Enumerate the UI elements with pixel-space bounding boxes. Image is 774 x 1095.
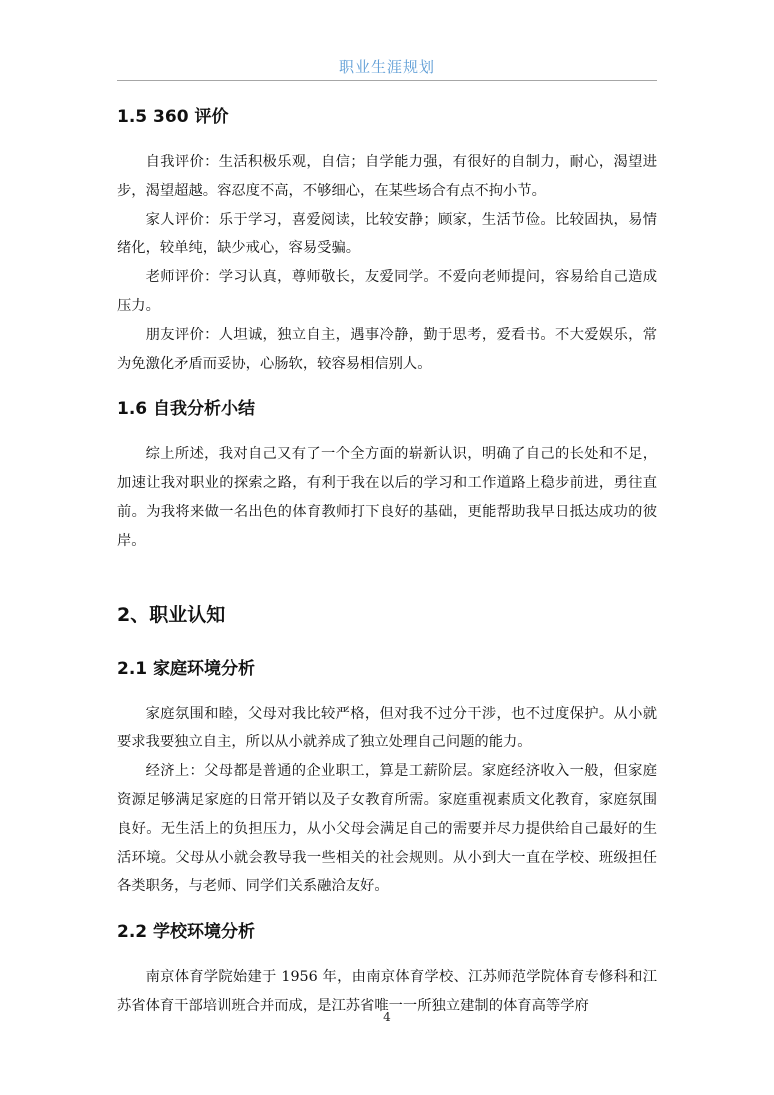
page-body [117,100,657,1021]
section-heading-2-1: 2.1 家庭环境分析 [117,658,256,679]
paragraph-self-evaluation: 自我评价：生活积极乐观，自信；自学能力强，有很好的自制力，耐心，渴望进步，渴望超越。容忍度不高，不够细心，在某些场合有点不拘小节。 [117,154,657,199]
paragraph-family-evaluation: 家人评价：乐于学习，喜爱阅读，比较安静；顾家，生活节俭。比较固执，易情绪化，较单纯，缺少戒心，容易受骗。 [117,211,657,257]
page-number: 4 [383,1010,391,1024]
paragraph-teacher-evaluation: 老师评价：学习认真，尊师敬长，友爱同学。不爱向老师提问，容易给自己造成压力。 [117,269,657,314]
section-heading-1-5: 1.5 360 评价 [117,107,229,127]
paragraph-friend-evaluation: 朋友评价：人坦诚，独立自主，遇事冷静，勤于思考，爱看书。不大爱娱乐，常为免激化矛盾而妥协，心肠软，较容易相信别人。 [117,326,657,372]
paragraph-family-economy: 经济上：父母都是普通的企业职工，算是工薪阶层。家庭经济收入一般，但家庭资源足够满足家庭的日常开销以及子女教育所需。家庭重视素质文化教育，家庭氛围良好。无生活上的负担压力，从小父母会满足自己的需要并尽力提供给自己最好的生活环境。父母从小就会教导我一些相关的社会规则。从小到大一直在学校、班级担任各类职务，与老师、同学们关系融洽友好。 [117,763,657,895]
section-heading-2-2: 2.2 学校环境分析 [117,922,256,943]
section-heading-1-6: 1.6 自我分析小结 [117,399,256,420]
paragraph-self-analysis-summary: 综上所述，我对自己又有了一个全方面的崭新认识，明确了自己的长处和不足，加速让我对职业的探索之路，有利于我在以后的学习和工作道路上稳步前进，勇往直前。为我将来做一名出色的体育教师打下良好的基础，更能帮助我早日抵达成功的彼岸。 [117,446,657,549]
paragraph-school-environment: 南京体育学院始建于 1956 年，由南京体育学校、江苏师范学院体育专修科和江苏省体育干部培训班合并而成，是江苏省唯一一所独立建制的体育高等学府 [117,969,657,1014]
running-header-title: 职业生涯规划 [338,58,435,76]
chapter-heading-2: 2、职业认知 [117,603,226,626]
paragraph-family-atmosphere: 家庭氛围和睦，父母对我比较严格，但对我不过分干涉，也不过度保护。从小就要求我要独立自主，所以从小就养成了独立处理自己问题的能力。 [117,705,657,751]
header-divider [117,80,657,81]
